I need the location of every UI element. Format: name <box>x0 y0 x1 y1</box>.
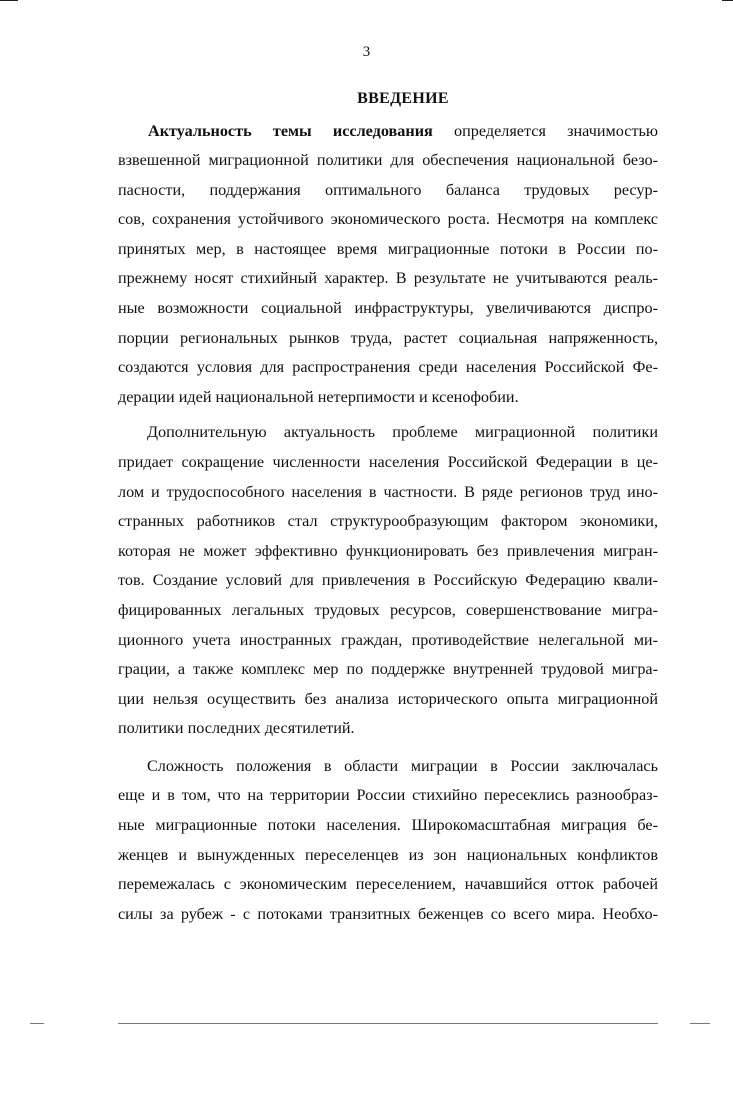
paragraph-2 <box>118 418 658 744</box>
body-text <box>146 117 658 147</box>
scan-bottom-tick <box>690 1023 710 1024</box>
text-line: Сложность положения в области миграции в России заключалась <box>147 756 658 775</box>
text-line: ционного учета иностранных граждан, противодействие нелегальной ми- <box>118 630 658 649</box>
text-line: придает сокращение численности населения Российской Федерации в це- <box>118 452 658 471</box>
paragraph-1-rest <box>118 146 658 412</box>
text-line: ные возможности социальной инфраструктуры, увеличиваются диспро- <box>118 298 658 317</box>
text-line: странных работников стал структурообразующим фактором экономики, <box>118 512 658 531</box>
paragraph-3 <box>118 752 658 930</box>
text-line: грации, а также комплекс мер по поддержке внутренней трудовой мигра- <box>118 660 658 679</box>
text-line: прежнему носят стихийный характер. В результате не учитываются реаль- <box>118 269 658 288</box>
bold-lead: Актуальность темы исследования <box>148 122 433 140</box>
text-line: перемежалась с экономическим переселением, начавшийся отток рабочей <box>118 875 658 894</box>
text-line: дерации идей национальной нетерпимости и ксенофобии. <box>118 387 519 406</box>
text-line <box>148 117 658 147</box>
text-line: женцев и вынужденных переселенцев из зон национальных конфликтов <box>118 845 658 864</box>
text-line: фицированных легальных трудовых ресурсов, совершенствование мигра- <box>118 600 658 619</box>
text-line: которая не может эффективно функционировать без привлечения мигран- <box>118 541 658 560</box>
scan-bottom-line <box>118 1023 658 1024</box>
text-line: ции нельзя осуществить без анализа исторического опыта миграционной <box>118 689 658 708</box>
scan-edge-mark <box>0 0 18 1</box>
text-line: политики последних десятилетий. <box>118 719 355 738</box>
text-line: тов. Создание условий для привлечения в Российскую Федерацию квали- <box>118 571 658 590</box>
section-heading: ВВЕДЕНИЕ <box>357 90 449 107</box>
text-line: силы за рубеж - с потоками транзитных беженцев со всего мира. Необхо- <box>118 904 658 923</box>
text-line: порции региональных рынков труда, растет социальная напряженность, <box>118 328 658 347</box>
text-line: Дополнительную актуальность проблеме миграционной политики <box>147 423 658 442</box>
scan-bottom-tick <box>30 1023 44 1024</box>
text-line: еще и в том, что на территории России стихийно пересеклись разнообраз- <box>118 786 658 805</box>
body-text-lines <box>118 146 658 929</box>
text-line: пасности, поддержания оптимального баланса трудовых ресур- <box>118 180 658 199</box>
text-line: создаются условия для распространения среди населения Российской Фе- <box>118 358 658 377</box>
scan-edge-mark <box>722 0 733 1</box>
text-span: определяется значимостью <box>432 122 658 140</box>
text-line: сов, сохранения устойчивого экономического роста. Несмотря на комплекс <box>118 210 658 229</box>
text-line: взвешенной миграционной политики для обеспечения национальной безо- <box>118 151 658 169</box>
text-line: лом и трудоспособного населения в частности. В ряде регионов труд ино- <box>118 482 658 501</box>
text-line: ные миграционные потоки населения. Широкомасштабная миграция бе- <box>118 816 658 835</box>
paragraph-1 <box>146 117 658 147</box>
text-line: принятых мер, в настоящее время миграционные потоки в России по- <box>118 239 658 258</box>
page-number: 3 <box>362 44 371 60</box>
